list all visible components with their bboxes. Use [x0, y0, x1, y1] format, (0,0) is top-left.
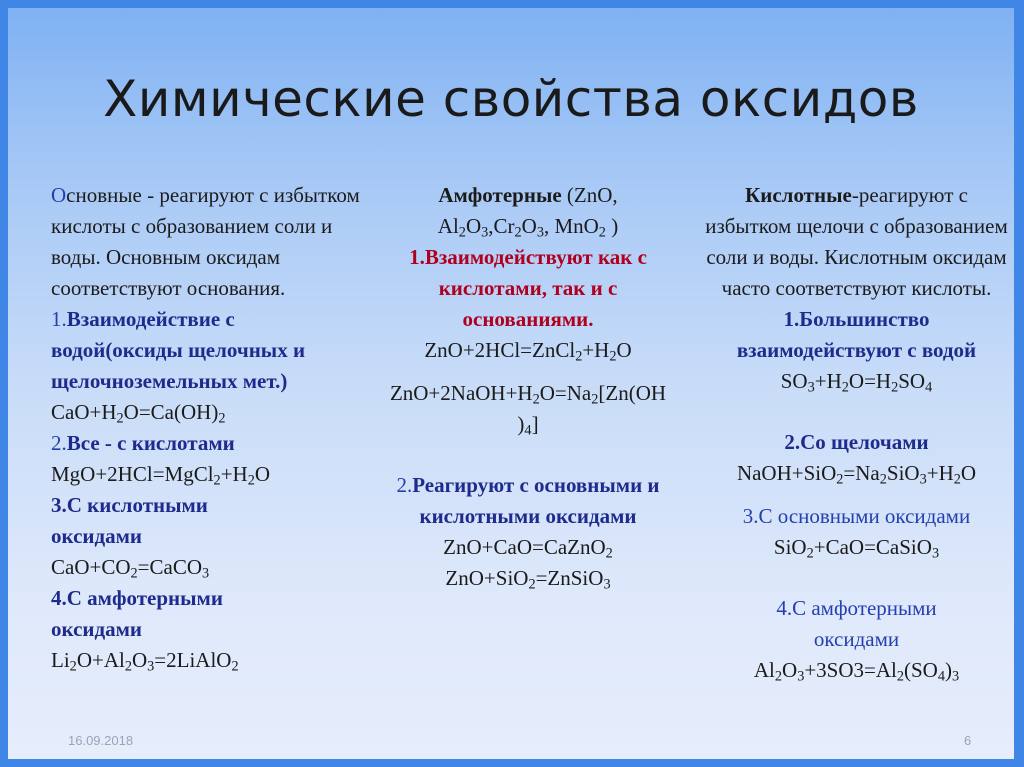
formula-subscript: 3	[931, 545, 940, 562]
formula-text: , MnO	[543, 214, 599, 238]
formula-subscript: 2	[514, 224, 522, 241]
formula-text: ]	[531, 412, 539, 436]
acid-heading-word: Кислотные	[745, 183, 852, 207]
amph-equation-2b	[358, 409, 698, 440]
formula-text: =ZnSiO	[535, 566, 604, 590]
formula-subscript: 2	[532, 391, 540, 408]
basic-oxides-column	[51, 180, 371, 676]
basic-equation-4	[51, 645, 371, 676]
acid-equation-3	[704, 532, 1009, 563]
acid-intro-rest: -реагируют с избытком щелочи с образованием соли и воды. Кислотным оксидам часто соответствуют кислоты.	[705, 183, 1008, 300]
amphoteric-oxides-column	[358, 180, 698, 594]
formula-subscript: 2	[841, 379, 849, 396]
formula-subscript: 2	[879, 471, 887, 488]
amph-oxide-list	[358, 211, 698, 242]
acid-equation-1	[704, 366, 1009, 397]
basic-point-2	[51, 428, 371, 459]
formula-text: SiO	[773, 535, 807, 559]
basic-intro-initial: О	[51, 183, 67, 207]
footer-page-number: 6	[964, 733, 972, 748]
amph-equation-2a	[358, 378, 698, 409]
formula-text: [Zn(OH	[598, 381, 667, 405]
formula-subscript: 2	[806, 545, 814, 562]
formula-subscript: 3	[536, 224, 544, 241]
formula-text: )	[605, 214, 619, 238]
formula-text: +CaO=CaSiO	[813, 535, 932, 559]
acidic-oxides-column	[704, 180, 1009, 686]
amph-equation-1	[358, 335, 698, 366]
formula-subscript: 2	[124, 658, 132, 675]
basic-equation-1	[51, 397, 371, 428]
basic-intro	[51, 180, 371, 304]
amph-equation-3	[358, 532, 698, 563]
basic-point-2-text: Все - с кислотами	[66, 431, 235, 455]
formula-text: NaOH+SiO	[736, 461, 837, 485]
basic-point-1-number: 1.	[51, 307, 67, 331]
formula-text: =Na	[843, 461, 880, 485]
formula-text: ,Cr	[488, 214, 515, 238]
spacer	[358, 366, 698, 378]
formula-subscript: 2	[247, 472, 255, 489]
formula-subscript: 3	[919, 471, 927, 488]
formula-subscript: 2	[575, 348, 583, 365]
formula-text: ZnO+2HCl=ZnCl	[424, 338, 576, 362]
basic-point-3: 3.С кислотными оксидами	[51, 493, 208, 548]
formula-text: Al	[753, 658, 775, 682]
formula-subscript: 2	[605, 545, 613, 562]
formula-subscript: 2	[774, 668, 783, 685]
acid-point-1: 1.Большинство взаимодействуют с водой	[736, 307, 977, 362]
formula-subscript: 2	[116, 410, 124, 427]
formula-text: Al	[437, 214, 459, 238]
formula-subscript: 2	[213, 472, 221, 489]
formula-text: +H	[926, 461, 954, 485]
formula-subscript: 3	[202, 565, 210, 582]
formula-subscript: 3	[147, 658, 155, 675]
formula-subscript: 3	[951, 668, 960, 685]
acid-equation-2	[704, 458, 1009, 489]
formula-subscript: 3	[807, 379, 815, 396]
amph-point-1: 1.Взаимодействуют как с кислотами, так и с основаниями.	[409, 245, 647, 331]
formula-text: O=H	[848, 369, 892, 393]
spacer	[704, 489, 1009, 501]
basic-point-4: 4.С амфотерными оксидами	[51, 586, 223, 641]
formula-subscript: 2	[591, 391, 599, 408]
formula-text: +H	[220, 462, 248, 486]
acid-equation-4	[704, 655, 1009, 686]
formula-subscript: 3	[603, 576, 611, 593]
formula-subscript: 4	[925, 379, 933, 396]
formula-subscript: 4	[937, 668, 945, 685]
footer-date: 16.09.2018	[68, 733, 134, 748]
basic-point-1-text: Взаимодействие с водой(оксиды щелочных и щелочноземельных мет.)	[51, 307, 306, 393]
formula-subscript: 2	[528, 576, 536, 593]
formula-text: CaO+H	[51, 400, 117, 424]
amph-point-2-text: Реагируют с основными и кислотными оксидами	[412, 473, 660, 528]
formula-text: Li	[51, 648, 70, 672]
acid-intro	[704, 180, 1009, 304]
amph-equation-4	[358, 563, 698, 594]
basic-equation-3	[51, 552, 371, 583]
formula-subscript: 3	[481, 224, 489, 241]
formula-subscript: 3	[797, 668, 805, 685]
formula-text: +H	[582, 338, 610, 362]
formula-text: O	[131, 648, 148, 672]
formula-text: +3SO3=Al	[804, 658, 897, 682]
formula-text: =2LiAlO	[154, 648, 232, 672]
spacer	[704, 397, 1009, 427]
amph-point-2-number: 2.	[396, 473, 413, 497]
formula-text: O+Al	[76, 648, 125, 672]
formula-text: O	[465, 214, 482, 238]
formula-text: O=Na	[539, 381, 592, 405]
formula-text: O	[521, 214, 537, 238]
acid-point-3: 3.С основными оксидами	[742, 504, 971, 528]
formula-text: ZnO+CaO=CaZnO	[443, 535, 606, 559]
basic-point-1	[51, 304, 371, 397]
formula-text: )	[944, 658, 952, 682]
spacer	[704, 563, 1009, 593]
basic-intro-rest: - реагируют с избытком кислоты с образованием соли и воды. Основным оксидам соответствуют основания.	[51, 183, 360, 300]
formula-text: (SO	[904, 658, 938, 682]
formula-subscript: 2	[896, 668, 904, 685]
acid-point-4: 4.С амфотерными оксидами	[776, 596, 937, 651]
formula-subscript: 2	[836, 471, 844, 488]
acid-point-2: 2.Со щелочами	[784, 430, 929, 454]
formula-text: O	[254, 462, 271, 486]
formula-text: O	[782, 658, 798, 682]
basic-point-2-number: 2.	[51, 431, 67, 455]
formula-text: )	[517, 412, 525, 436]
formula-text: SiO	[886, 461, 920, 485]
amph-heading	[358, 180, 698, 211]
slide-title: Химические свойства оксидов	[103, 70, 919, 128]
formula-text: O	[960, 461, 977, 485]
amph-heading-rest: (ZnO,	[561, 183, 618, 207]
formula-subscript: 2	[130, 565, 138, 582]
formula-subscript: 2	[69, 658, 77, 675]
amph-heading-word: Амфотерные	[438, 183, 562, 207]
formula-text: ZnO+SiO	[445, 566, 529, 590]
formula-text: CaO+CO	[51, 555, 131, 579]
formula-text: +H	[814, 369, 842, 393]
basic-equation-2	[51, 459, 371, 490]
formula-text: =CaCO	[137, 555, 202, 579]
spacer	[358, 440, 698, 470]
formula-text: O=Ca(OH)	[123, 400, 219, 424]
formula-text: ZnO+2NaOH+H	[389, 381, 533, 405]
formula-text: O	[616, 338, 632, 362]
formula-text: SO	[780, 369, 808, 393]
formula-subscript: 2	[231, 658, 239, 675]
formula-subscript: 4	[524, 422, 532, 439]
formula-text: MgO+2HCl=MgCl	[51, 462, 214, 486]
formula-subscript: 2	[891, 379, 899, 396]
formula-subscript: 2	[609, 348, 617, 365]
formula-subscript: 2	[598, 224, 606, 241]
formula-subscript: 2	[458, 224, 466, 241]
amph-point-2	[358, 470, 698, 532]
formula-text: SO	[898, 369, 926, 393]
formula-subscript: 2	[218, 410, 226, 427]
basic-intro-word: сновные	[66, 183, 142, 207]
formula-subscript: 2	[953, 471, 961, 488]
